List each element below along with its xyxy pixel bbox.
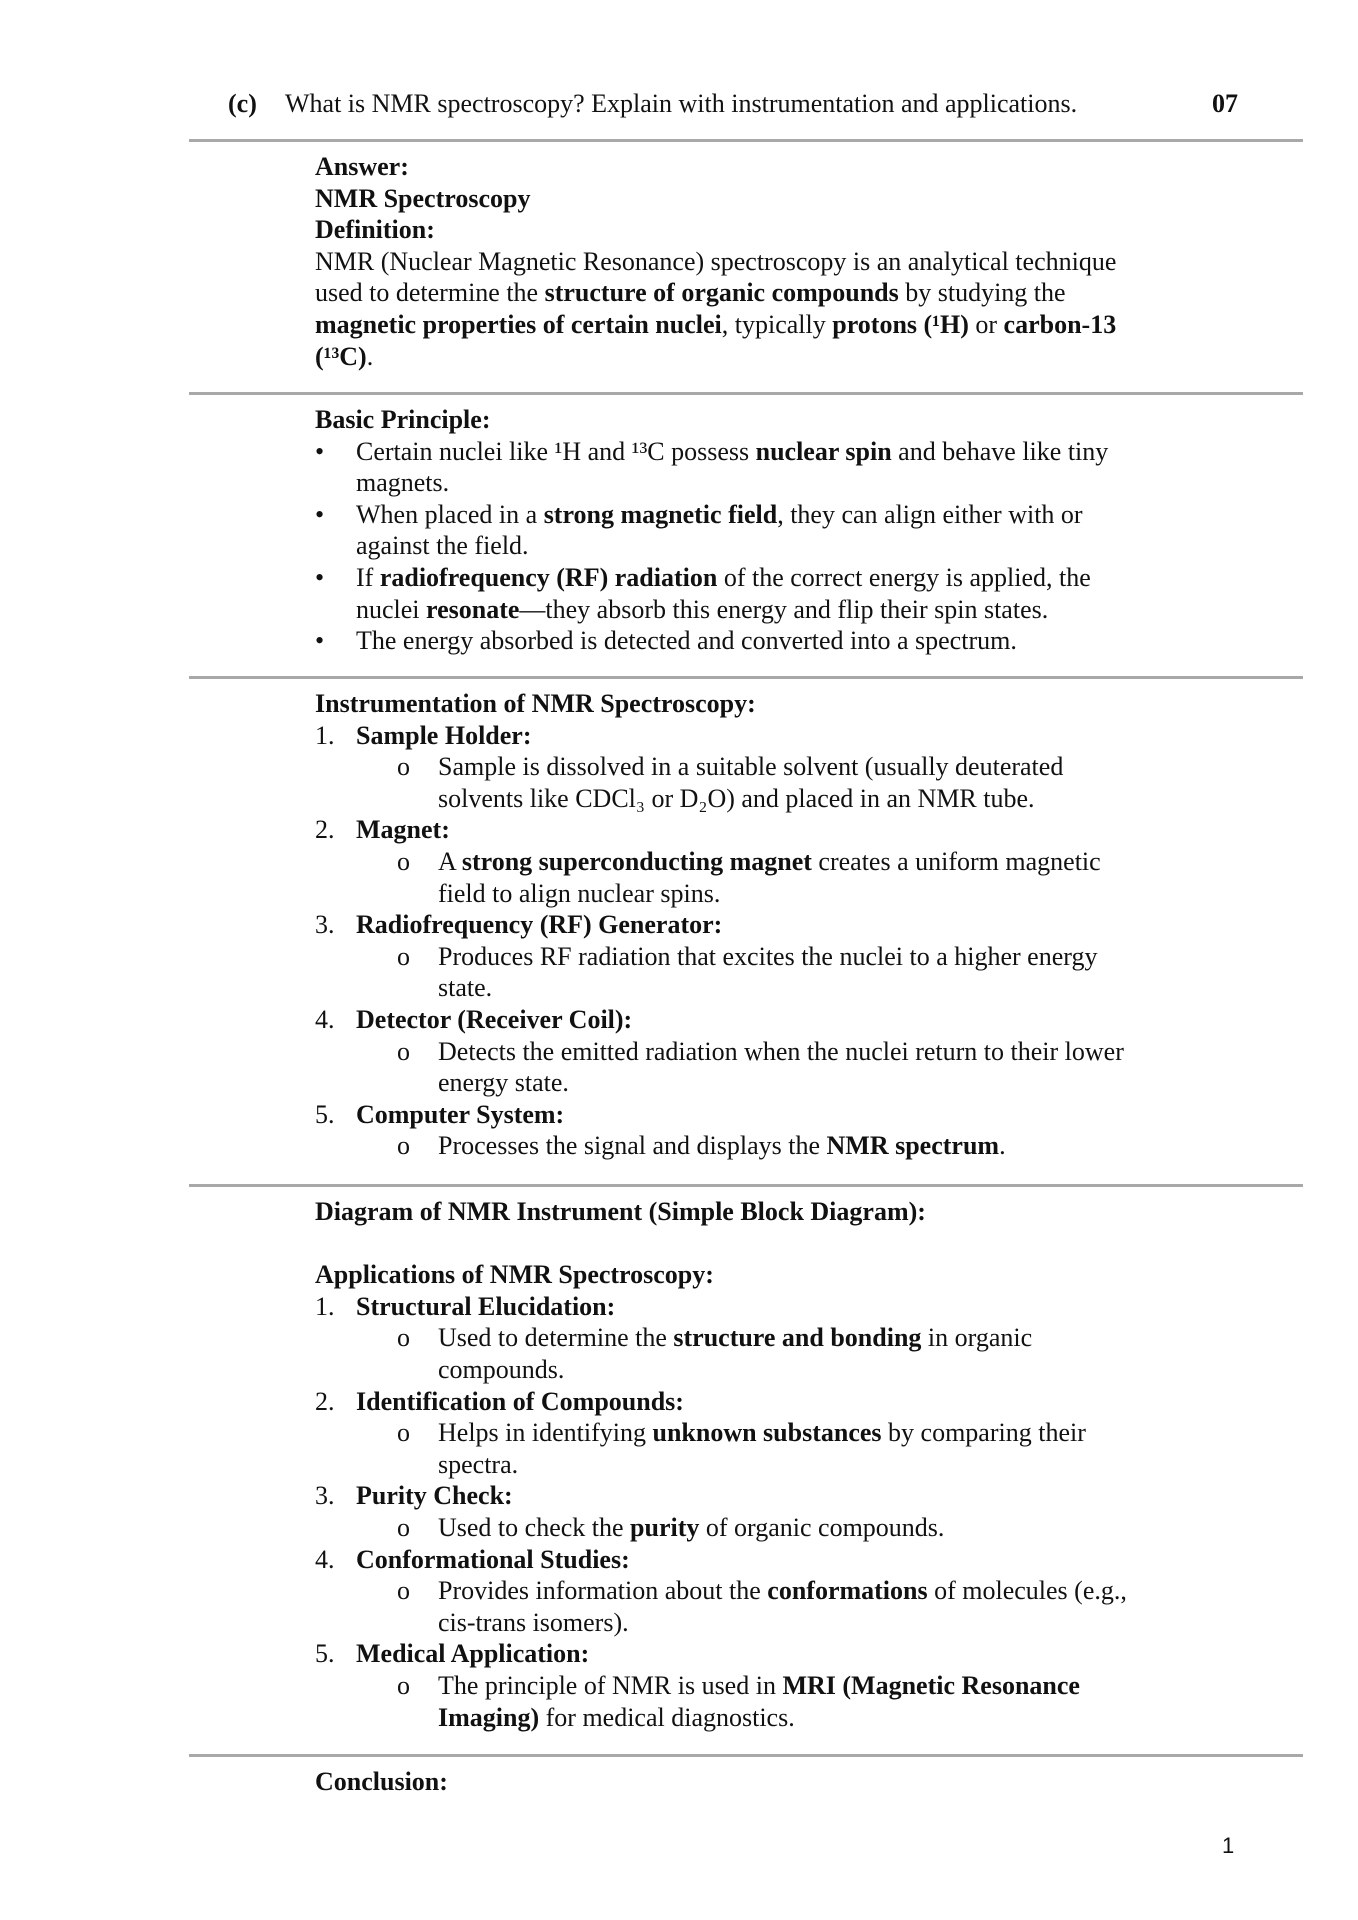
numbered-item: 2. Identification of Compounds: bbox=[315, 1386, 684, 1416]
instrumentation-section bbox=[315, 688, 1175, 1162]
sub-item: o Produces RF radiation that excites the nuclei to a higher energy bbox=[397, 941, 1098, 971]
bullet-marker: • bbox=[315, 626, 325, 656]
numbered-item: 2. Magnet: bbox=[315, 815, 450, 845]
divider bbox=[189, 1754, 1303, 1757]
principle-section bbox=[315, 404, 1175, 657]
answer-label: Answer: bbox=[315, 152, 409, 181]
definition-line: (¹³C). bbox=[315, 341, 374, 371]
sub-item-continuation: solvents like CDCl₃ or D₂O) and placed in an NMR tube. bbox=[438, 783, 1035, 813]
bullet-continuation: against the field. bbox=[356, 531, 529, 561]
definition-heading: Definition: bbox=[315, 215, 435, 245]
sub-item-continuation: field to align nuclear spins. bbox=[438, 878, 721, 908]
bullet-marker: • bbox=[315, 562, 325, 592]
bullet-continuation: magnets. bbox=[356, 468, 450, 498]
bullet-item: • The energy absorbed is detected and converted into a spectrum. bbox=[315, 626, 1017, 656]
divider bbox=[189, 139, 1303, 142]
numbered-item: 3. Radiofrequency (RF) Generator: bbox=[315, 910, 723, 940]
sub-item-continuation: energy state. bbox=[438, 1068, 569, 1098]
sub-item-continuation: spectra. bbox=[438, 1449, 519, 1479]
sub-item: o Used to determine the structure and bonding in organic bbox=[397, 1323, 1033, 1353]
question-text: What is NMR spectroscopy? Explain with instrumentation and applications. bbox=[285, 89, 1078, 118]
definition-section bbox=[315, 151, 1175, 372]
sub-item-continuation: state. bbox=[438, 973, 493, 1003]
question-label: (c) bbox=[228, 89, 257, 118]
definition-line: magnetic properties of certain nuclei, typically protons (¹H) or carbon-13 bbox=[315, 309, 1117, 339]
bullet-item: • When placed in a strong magnetic field, they can align either with or bbox=[315, 499, 1083, 529]
sub-item: o Helps in identifying unknown substances by comparing their bbox=[397, 1418, 1086, 1448]
bullet-marker: • bbox=[315, 436, 325, 466]
numbered-item: 4. Detector (Receiver Coil): bbox=[315, 1004, 633, 1034]
bullet-item: • Certain nuclei like ¹H and ¹³C possess nuclear spin and behave like tiny bbox=[315, 436, 1109, 466]
numbered-item: 5. Computer System: bbox=[315, 1099, 565, 1129]
definition-line: NMR (Nuclear Magnetic Resonance) spectroscopy is an analytical technique bbox=[315, 246, 1117, 276]
answer-title: NMR Spectroscopy bbox=[315, 183, 531, 213]
principle-heading: Basic Principle: bbox=[315, 405, 491, 434]
numbered-item: 4. Conformational Studies: bbox=[315, 1544, 630, 1574]
sub-item-continuation: Imaging) for medical diagnostics. bbox=[438, 1702, 795, 1732]
sub-item: o Used to check the purity of organic compounds. bbox=[397, 1512, 945, 1542]
divider bbox=[189, 392, 1303, 395]
conclusion-heading: Conclusion: bbox=[315, 1767, 448, 1796]
sub-item-continuation: cis-trans isomers). bbox=[438, 1607, 629, 1637]
sub-item: o Sample is dissolved in a suitable solvent (usually deuterated bbox=[397, 752, 1064, 782]
applications-heading: Applications of NMR Spectroscopy: bbox=[315, 1260, 714, 1290]
sub-item-continuation: compounds. bbox=[438, 1354, 565, 1384]
sub-item: o The principle of NMR is used in MRI (Magnetic Resonance bbox=[397, 1670, 1080, 1700]
sub-item: o A strong superconducting magnet creates a uniform magnetic bbox=[397, 846, 1101, 876]
numbered-item: 3. Purity Check: bbox=[315, 1481, 513, 1511]
sub-item: o Processes the signal and displays the NMR spectrum. bbox=[397, 1131, 1006, 1161]
diagram-heading: Diagram of NMR Instrument (Simple Block Diagram): bbox=[315, 1197, 926, 1226]
page-number: 1 bbox=[1222, 1833, 1235, 1858]
numbered-item: 1. Structural Elucidation: bbox=[315, 1291, 616, 1321]
question-marks: 07 bbox=[1212, 89, 1238, 118]
bullet-item: • If radiofrequency (RF) radiation of the correct energy is applied, the bbox=[315, 562, 1091, 592]
bullet-continuation: nuclei resonate—they absorb this energy and flip their spin states. bbox=[356, 594, 1049, 624]
instrumentation-heading: Instrumentation of NMR Spectroscopy: bbox=[315, 689, 756, 718]
sub-item: o Detects the emitted radiation when the nuclei return to their lower bbox=[397, 1036, 1124, 1066]
divider bbox=[189, 676, 1303, 679]
divider bbox=[189, 1184, 1303, 1187]
bullet-marker: • bbox=[315, 499, 325, 529]
applications-section bbox=[315, 1196, 1175, 1733]
numbered-item: 5. Medical Application: bbox=[315, 1639, 590, 1669]
numbered-item: 1. Sample Holder: bbox=[315, 720, 532, 750]
blank-line bbox=[315, 1228, 1175, 1260]
sub-item: o Provides information about the conformations of molecules (e.g., bbox=[397, 1576, 1127, 1606]
definition-line: used to determine the structure of organic compounds by studying the bbox=[315, 278, 1066, 308]
